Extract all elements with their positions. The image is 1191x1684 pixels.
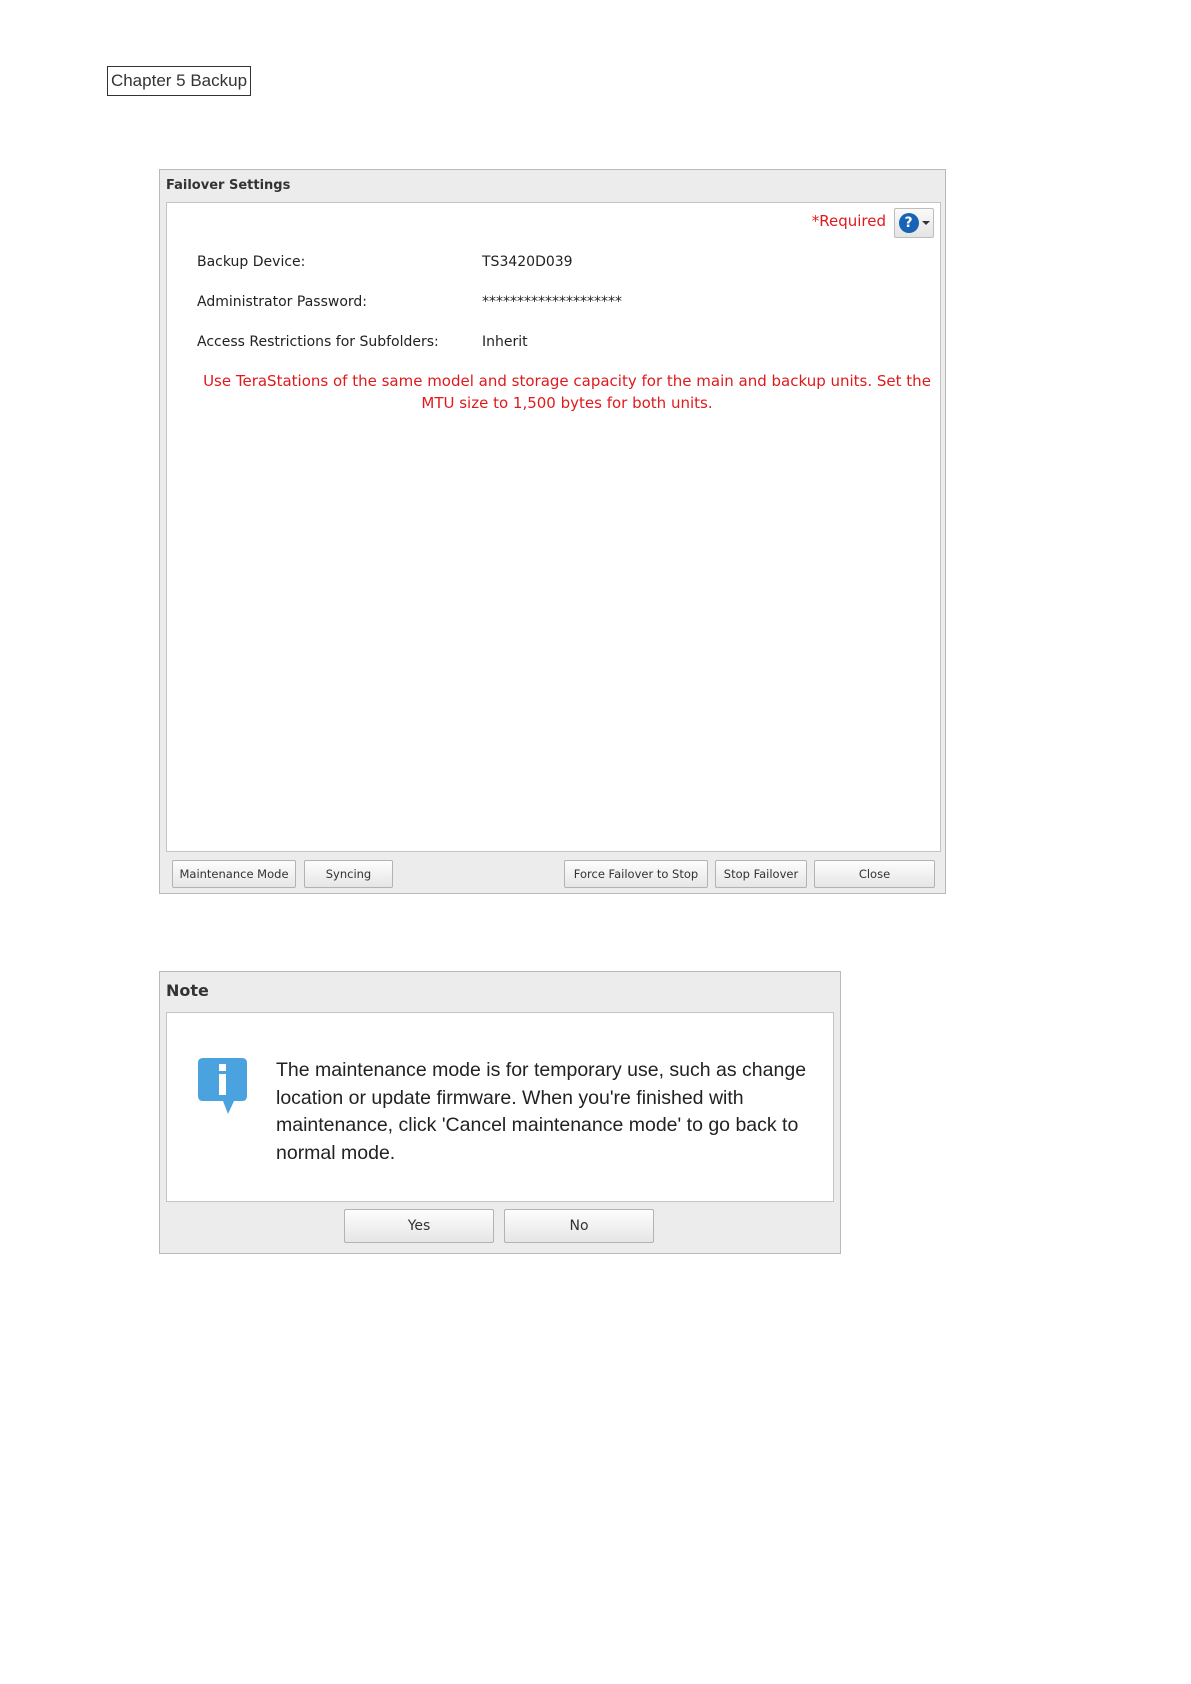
info-icon <box>198 1058 247 1116</box>
dialog-title: Failover Settings <box>166 178 291 193</box>
mtu-warning-text: Use TeraStations of the same model and storage capacity for the main and backup units. Set the MTU size to 1,500 bytes for both units. <box>203 372 931 412</box>
admin-password-value: ******************** <box>482 294 622 310</box>
help-button[interactable] <box>894 208 934 238</box>
dialog-body <box>166 202 941 852</box>
note-message: The maintenance mode is for temporary use, such as change location or update firmware. When you're finished with maintenance, click 'Cancel maintenance mode' to go back to normal mode. <box>276 1059 807 1164</box>
failover-settings-dialog <box>159 169 946 894</box>
required-label: *Required <box>811 212 886 230</box>
maintenance-mode-button[interactable]: Maintenance Mode <box>172 860 296 888</box>
chapter-label: Chapter 5 Backup <box>107 66 251 96</box>
force-failover-to-stop-button[interactable]: Force Failover to Stop <box>564 860 708 888</box>
stop-failover-button[interactable]: Stop Failover <box>715 860 807 888</box>
admin-password-label: Administrator Password: <box>197 294 367 310</box>
backup-device-value: TS3420D039 <box>482 254 573 270</box>
no-button[interactable]: No <box>504 1209 654 1243</box>
note-dialog <box>159 971 841 1254</box>
dialog-title: Note <box>166 981 209 1000</box>
backup-device-label: Backup Device: <box>197 254 306 270</box>
chevron-down-icon <box>922 221 930 225</box>
access-restrictions-label: Access Restrictions for Subfolders: <box>197 334 439 350</box>
dialog-body <box>166 1012 834 1202</box>
help-question-icon: ? <box>899 213 919 233</box>
close-button[interactable]: Close <box>814 860 935 888</box>
syncing-button[interactable]: Syncing <box>304 860 393 888</box>
yes-button[interactable]: Yes <box>344 1209 494 1243</box>
access-restrictions-value: Inherit <box>482 334 528 350</box>
